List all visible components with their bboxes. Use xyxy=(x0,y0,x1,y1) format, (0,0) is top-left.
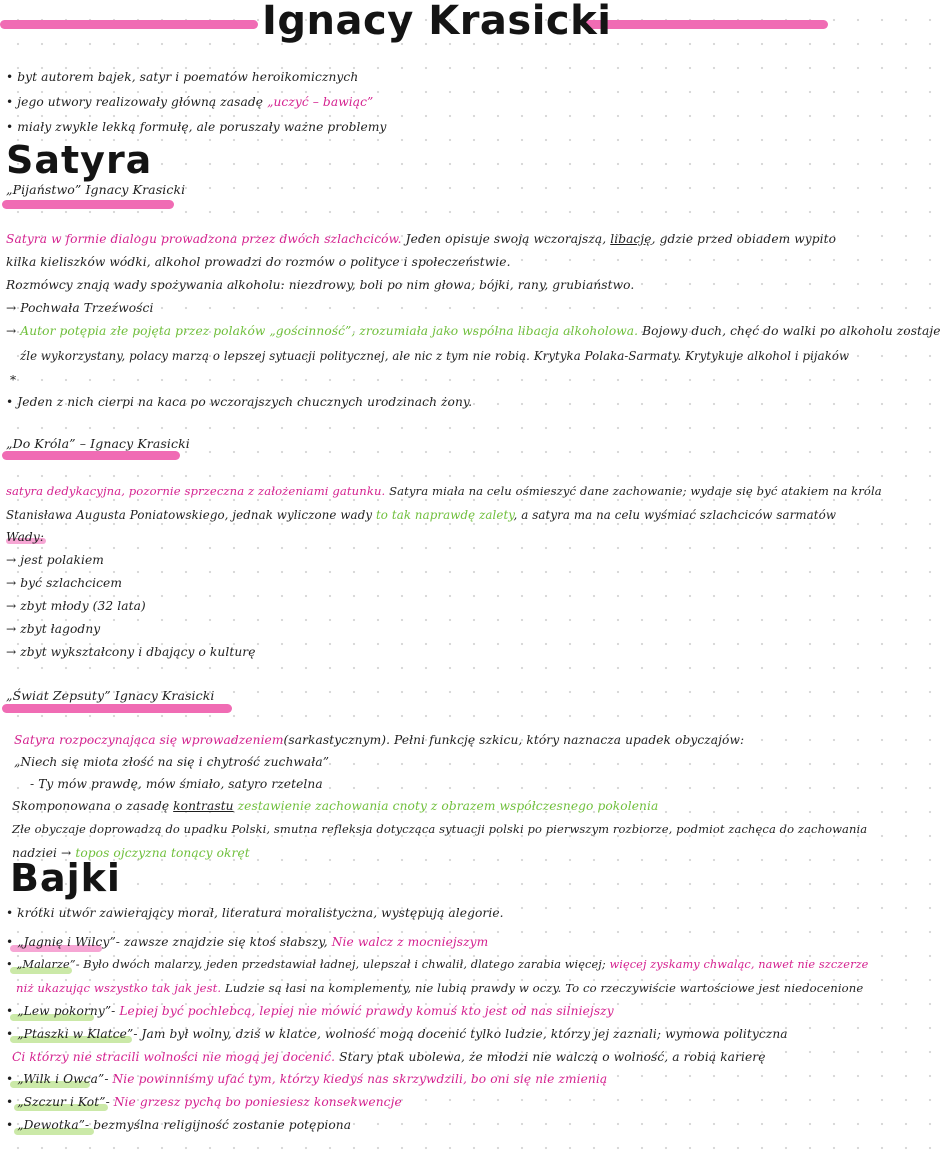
do-krola-line-1: satyra dedykacyjna, pozornie sprzeczna z założeniami gatunku. Satyra miała na celu ośmieszyć dane zachowanie; wydaje się być atakiem na króla xyxy=(6,484,882,498)
pijanstwo-line-3: Rozmówcy znają wady spożywania alkoholu: niezdrowy, boli po nim głowa, bójki, rany, grubiaństwo. xyxy=(6,278,635,292)
wady-item-4: → zbyt łagodny xyxy=(6,622,101,636)
pijanstwo-line-6: źle wykorzystany, polacy marzą o lepszej sytuacji politycznej, ale nic z tym nie robią. Krytyka Polaka-Sarmaty. Krytykuje alkohol i pijaków xyxy=(20,349,850,363)
page-title: Ignacy Krasicki xyxy=(262,0,612,44)
swiat-line-1: Satyra rozpoczynająca się wprowadzeniem(sarkastycznym). Pełni funkcję szkicu, który naznacza upadek obyczajów: xyxy=(14,733,745,747)
swiat-line-2: „Niech się miota złość na się i chytrość zuchwała” xyxy=(14,755,330,769)
pijanstwo-line-2: kilka kieliszków wódki, alkohol prowadzi do rozmów o polityce i społeczeństwie. xyxy=(6,255,511,269)
swiat-line-6: nadziei → topos ojczyzna tonący okręt xyxy=(12,846,250,860)
pijanstwo-title: „Pijaństwo” Ignacy Krasicki xyxy=(6,182,186,197)
do-krola-line-2: Stanisława Augusta Poniatowskiego, jednak wyliczone wady to tak naprawdę zalety, a satyra ma na celu wyśmiać szlachciców sarmatów xyxy=(6,508,837,522)
section-heading-satyra: Satyra xyxy=(6,138,153,182)
pijanstwo-line-7: • Jeden z nich cierpi na kaca po wczorajszych chucznych urodzinach żony. xyxy=(6,395,473,409)
intro-bullet-1: • byt autorem bajek, satyr i poematów heroikomicznych xyxy=(6,70,359,84)
bajka-ptaszki: • „Ptaszki w Klatce”- Jam był wolny, dziś w klatce, wolność mogą docenić tylko ludzie, którzy jej zaznali; wymowa polityczna xyxy=(6,1027,788,1041)
bajka-dewotka: • „Dewotka”- bezmyślna religijność zostanie potępiona xyxy=(6,1118,352,1132)
swiat-line-5: Złe obyczaje doprowadzą do upadku Polski, smutna refleksja dotycząca sytuacji polski po pierwszym rozbiorze, podmiot zachęca do zachowania xyxy=(12,822,868,836)
pijanstwo-line-4: → Pochwała Trzeźwości xyxy=(6,301,154,315)
wady-label: Wady: xyxy=(6,530,45,544)
bajka-malarze-cont: niż ukazując wszystko tak jak jest. Ludzie są łasi na komplementy, nie lubią prawdy w oczy. To co rzeczywiście wartościowe jest niedocenione xyxy=(16,981,864,995)
bajka-ptaszki-cont: Ci którzy nie stracili wolności nie mogą jej docenić. Stary ptak ubolewa, że młodzi nie walczą o wolność, a robią karierę xyxy=(12,1050,766,1064)
swiat-line-3: - Ty mów prawdę, mów śmiało, satyro rzetelna xyxy=(30,777,323,791)
bajka-wilk: • „Wilk i Owca”- Nie powinniśmy ufać tym, którzy kiedyś nas skrzywdzili, bo oni się nie zmienią xyxy=(6,1072,608,1086)
bajka-szczur: • „Szczur i Kot”- Nie grzesz pychą bo poniesiesz konsekwencje xyxy=(6,1095,402,1109)
wady-item-3: → zbyt młody (32 lata) xyxy=(6,599,146,613)
section-heading-bajki: Bajki xyxy=(10,856,121,900)
pijanstwo-line-1: Satyra w formie dialogu prowadzona przez dwóch szlachciców. Jeden opisuje swoją wczorajszą, libację, gdzie przed obiadem wypito xyxy=(6,232,837,246)
pijanstwo-star: * xyxy=(10,373,17,387)
swiat-line-4: Skomponowana o zasadę kontrastu zestawienie zachowania cnoty z obrazem współczesnego pokolenia xyxy=(12,799,659,813)
pijanstwo-line-5: → Autor potępia złe pojęta przez polaków „gościnność”, zrozumiała jako wspólna libacja alkoholowa. Bojowy duch, chęć do walki po alkoholu zostaje xyxy=(6,324,941,338)
highlight-pijanstwo xyxy=(2,200,174,209)
bajka-lew: • „Lew pokorny”- Lepiej być pochlebcą, lepiej nie mówić prawdy komuś kto jest od nas silniejszy xyxy=(6,1004,614,1018)
title-bar-right xyxy=(582,20,828,29)
wady-item-5: → zbyt wykształcony i dbający o kulturę xyxy=(6,645,256,659)
intro-bullet-2: • jego utwory realizowały główną zasadę „uczyć – bawiąc” xyxy=(6,95,374,109)
highlight-swiat-zepsuty xyxy=(2,704,232,713)
wady-item-2: → być szlachcicem xyxy=(6,576,123,590)
intro-bullet-3: • miały zwykle lekką formułę, ale poruszały ważne problemy xyxy=(6,120,387,134)
bajki-line-1: • krótki utwór zawierający morał, literatura moralistyczna, występują alegorie. xyxy=(6,906,504,920)
bajka-malarze: • „Malarze”- Było dwóch malarzy, jeden przedstawiał ładnej, ulepszał i chwalił, dlatego zarabia więcej; więcej zyskamy chwaląc, nawet nie szczerze xyxy=(6,958,869,971)
bajka-jagnie: • „Jagnię i Wilcy”- zawsze znajdzie się ktoś słabszy, Nie walcz z mocniejszym xyxy=(6,935,489,949)
highlight-do-krola xyxy=(2,451,180,460)
wady-item-1: → jest polakiem xyxy=(6,553,104,567)
title-bar-left xyxy=(0,20,258,29)
swiat-title: „Świat Zepsuty” Ignacy Krasicki xyxy=(6,688,215,703)
do-krola-title: „Do Króla” – Ignacy Krasicki xyxy=(6,436,190,451)
